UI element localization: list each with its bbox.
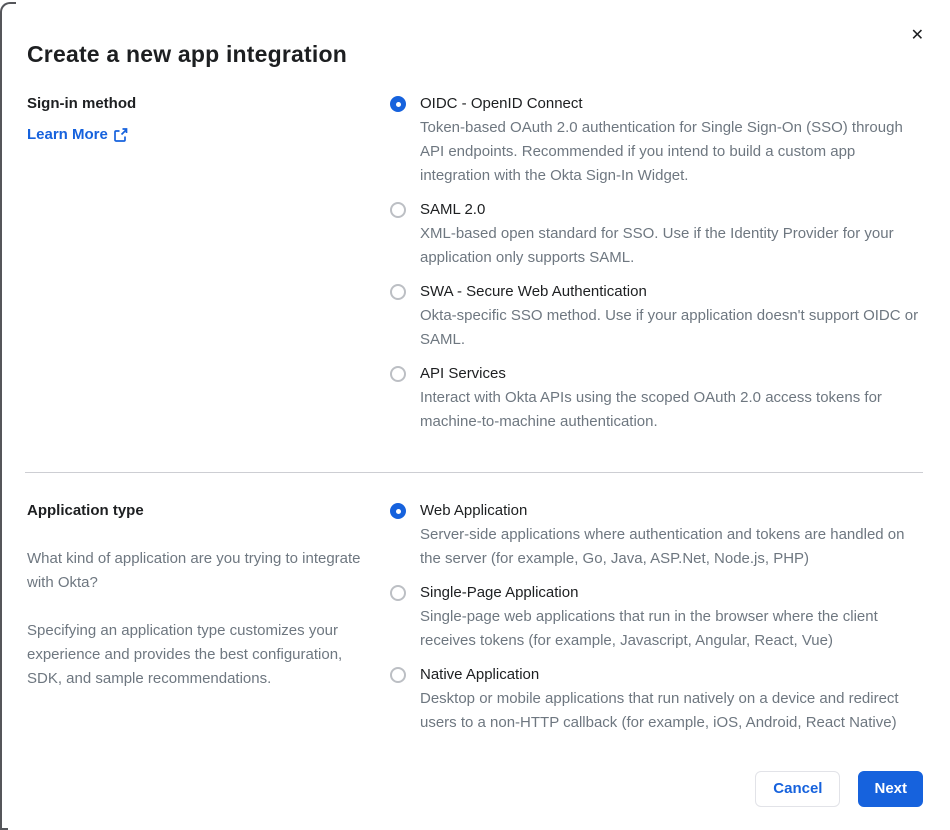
signin-method-options xyxy=(390,92,923,434)
application-type-left-column xyxy=(27,499,376,735)
option-api-services-description: Interact with Okta APIs using the scoped OAuth 2.0 access tokens for machine-to-machine authentication. xyxy=(420,389,882,430)
application-type-options xyxy=(390,499,923,735)
option-swa-label[interactable]: SWA - Secure Web Authentication xyxy=(420,283,647,300)
radio-native-application[interactable] xyxy=(390,667,406,683)
application-type-paragraph-1: What kind of application are you trying to integrate with Okta? xyxy=(27,550,361,591)
radio-swa[interactable] xyxy=(390,284,406,300)
option-swa-description: Okta-specific SSO method. Use if your application doesn't support OIDC or SAML. xyxy=(420,307,919,348)
application-type-paragraph-2: Specifying an application type customizes your experience and provides the best configuration, SDK, and sample recommendations. xyxy=(27,622,343,687)
option-native-application[interactable] xyxy=(390,663,923,735)
modal-title: Create a new app integration xyxy=(27,41,347,67)
next-button[interactable]: Next xyxy=(858,771,923,807)
learn-more-label: Learn More xyxy=(27,126,108,143)
radio-web-application[interactable] xyxy=(390,503,406,519)
radio-oidc[interactable] xyxy=(390,96,406,112)
option-web-application-label[interactable]: Web Application xyxy=(420,502,528,519)
radio-saml[interactable] xyxy=(390,202,406,218)
option-api-services-label[interactable]: API Services xyxy=(420,365,506,382)
modal-header xyxy=(27,27,924,68)
external-link-icon xyxy=(114,128,128,142)
section-divider xyxy=(25,472,923,473)
application-type-section xyxy=(27,499,923,735)
signin-method-section xyxy=(27,92,923,434)
cancel-button[interactable]: Cancel xyxy=(755,771,840,807)
signin-method-heading: Sign-in method xyxy=(27,95,137,112)
option-single-page-application-description: Single-page web applications that run in the browser where the client receives tokens (for example, Javascript, Angular, React, Vue) xyxy=(420,608,878,649)
option-oidc[interactable] xyxy=(390,92,923,188)
radio-single-page-application[interactable] xyxy=(390,585,406,601)
learn-more-link[interactable] xyxy=(27,126,128,143)
option-web-application-description: Server-side applications where authentication and tokens are handled on the server (for example, Go, Java, ASP.Net, Node.js, PHP) xyxy=(420,526,905,567)
option-oidc-label[interactable]: OIDC - OpenID Connect xyxy=(420,95,583,112)
modal-footer xyxy=(27,771,923,807)
option-web-application[interactable] xyxy=(390,499,923,571)
signin-method-left-column xyxy=(27,92,376,434)
option-native-application-description: Desktop or mobile applications that run natively on a device and redirect users to a non-HTTP callback (for example, iOS, Android, React Native) xyxy=(420,690,899,731)
option-saml[interactable] xyxy=(390,198,923,270)
option-saml-description: XML-based open standard for SSO. Use if the Identity Provider for your application only supports SAML. xyxy=(420,225,894,266)
option-swa[interactable] xyxy=(390,280,923,352)
option-api-services[interactable] xyxy=(390,362,923,434)
radio-api-services[interactable] xyxy=(390,366,406,382)
option-single-page-application[interactable] xyxy=(390,581,923,653)
application-type-heading: Application type xyxy=(27,502,144,519)
option-native-application-label[interactable]: Native Application xyxy=(420,666,540,683)
option-saml-label[interactable]: SAML 2.0 xyxy=(420,201,486,218)
option-oidc-description: Token-based OAuth 2.0 authentication for Single Sign-On (SSO) through API endpoints. Recommended if you intend to build a custom app integration with the Okta Sign-In Widget. xyxy=(420,119,903,184)
option-single-page-application-label[interactable]: Single-Page Application xyxy=(420,584,579,601)
modal-border-corner xyxy=(0,2,16,18)
close-icon[interactable]: ✕ xyxy=(905,22,930,50)
modal-border-left xyxy=(0,12,2,828)
